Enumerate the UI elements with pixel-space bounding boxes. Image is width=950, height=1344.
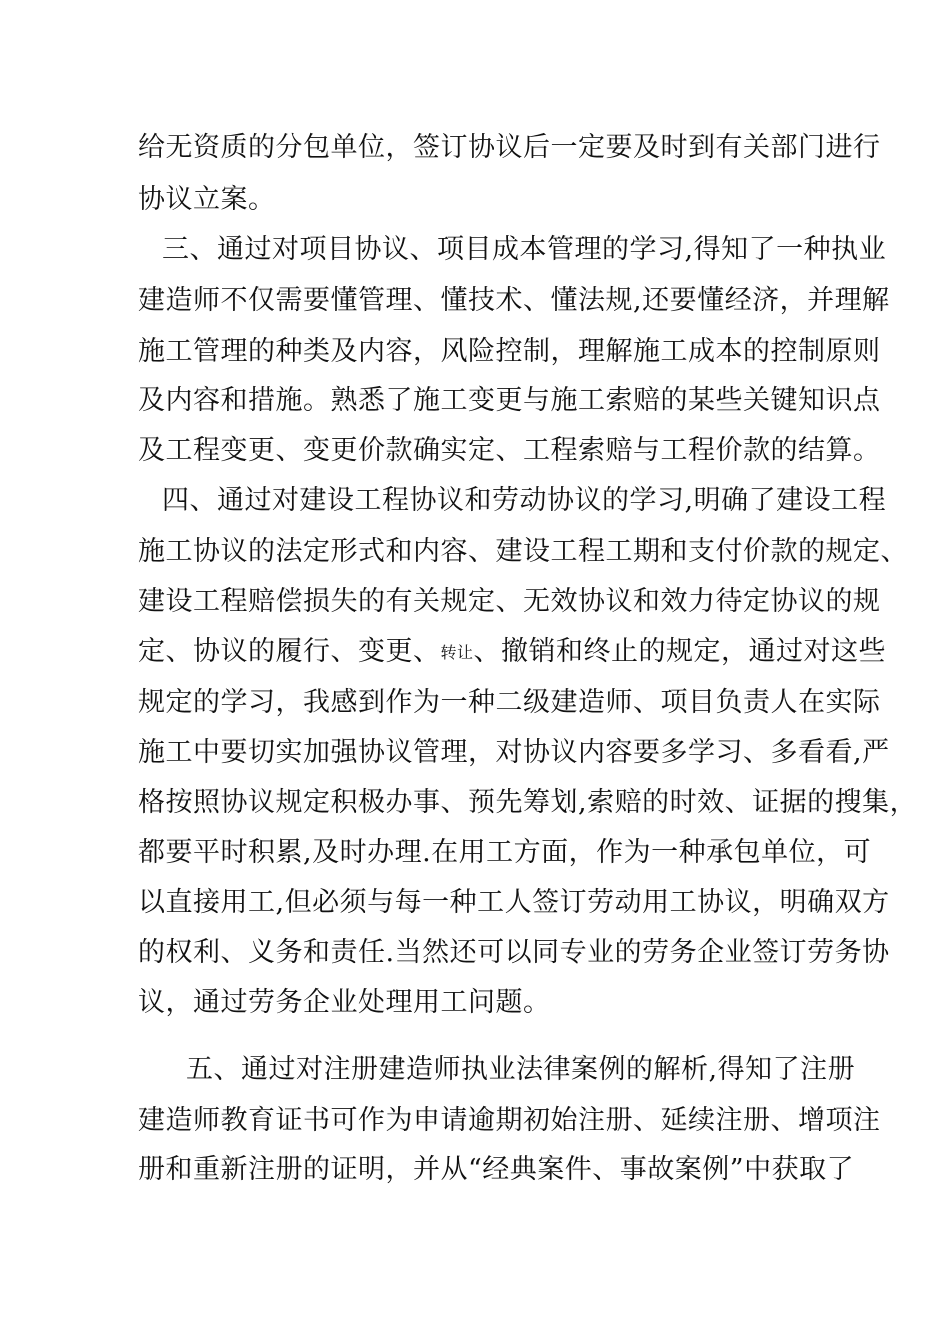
paragraph-4-line-3: 册和重新注册的证明，并从“经典案件、事故案例”中获取了: [138, 1154, 855, 1185]
paragraph-3-line-4-start: 定、协议的履行、变更、: [138, 636, 441, 667]
paragraph-3-line-4-end: 、撤销和终止的规定，通过对这些: [473, 636, 887, 667]
paragraph-2-line-3: 施工管理的种类及内容，风险控制，理解施工成本的控制原则: [138, 336, 881, 367]
paragraph-3-small-word: 转让: [440, 643, 474, 662]
paragraph-1-line-1: 给无资质的分包单位，签订协议后一定要及时到有关部门进行: [138, 132, 881, 163]
paragraph-3-line-6: 施工中要切实加强协议管理，对协议内容要多学习、多看看,严: [138, 737, 890, 768]
paragraph-3-line-1: 四、通过对建设工程协议和劳动协议的学习,明确了建设工程: [162, 485, 887, 516]
paragraph-2-line-2: 建造师不仅需要懂管理、懂技术、懂法规,还要懂经济，并理解: [138, 285, 890, 316]
paragraph-3-line-8: 都要平时积累,及时办理.在用工方面，作为一种承包单位，可: [138, 837, 872, 868]
paragraph-3-line-2: 施工协议的法定形式和内容、建设工程工期和支付价款的规定、: [138, 536, 908, 567]
paragraph-1-line-2: 协议立案。: [138, 184, 276, 215]
paragraph-3-line-7: 格按照协议规定积极办事、预先筹划,索赔的时效、证据的搜集，: [138, 787, 918, 818]
paragraph-2-line-4: 及内容和措施。熟悉了施工变更与施工索赔的某些关键知识点: [138, 385, 881, 416]
paragraph-3-line-11: 议，通过劳务企业处理用工问题。: [138, 987, 551, 1018]
paragraph-2-line-5: 及工程变更、变更价款确实定、工程索赔与工程价款的结算。: [138, 435, 881, 466]
paragraph-2-line-1: 三、通过对项目协议、项目成本管理的学习,得知了一种执业: [162, 234, 887, 265]
paragraph-3-line-9: 以直接用工,但必须与每一种工人签订劳动用工协议，明确双方: [138, 887, 890, 918]
paragraph-4-line-1: 五、通过对注册建造师执业法律案例的解析,得知了注册: [186, 1054, 856, 1085]
paragraph-3-line-3: 建设工程赔偿损失的有关规定、无效协议和效力待定协议的规: [138, 586, 881, 617]
paragraph-3-line-10: 的权利、义务和责任.当然还可以同专业的劳务企业签订劳务协: [138, 937, 890, 968]
paragraph-3-line-5: 规定的学习，我感到作为一种二级建造师、项目负责人在实际: [138, 687, 881, 718]
paragraph-4-line-2: 建造师教育证书可作为申请逾期初始注册、延续注册、增项注: [138, 1105, 881, 1136]
paragraph-3-line-4: [138, 634, 886, 670]
